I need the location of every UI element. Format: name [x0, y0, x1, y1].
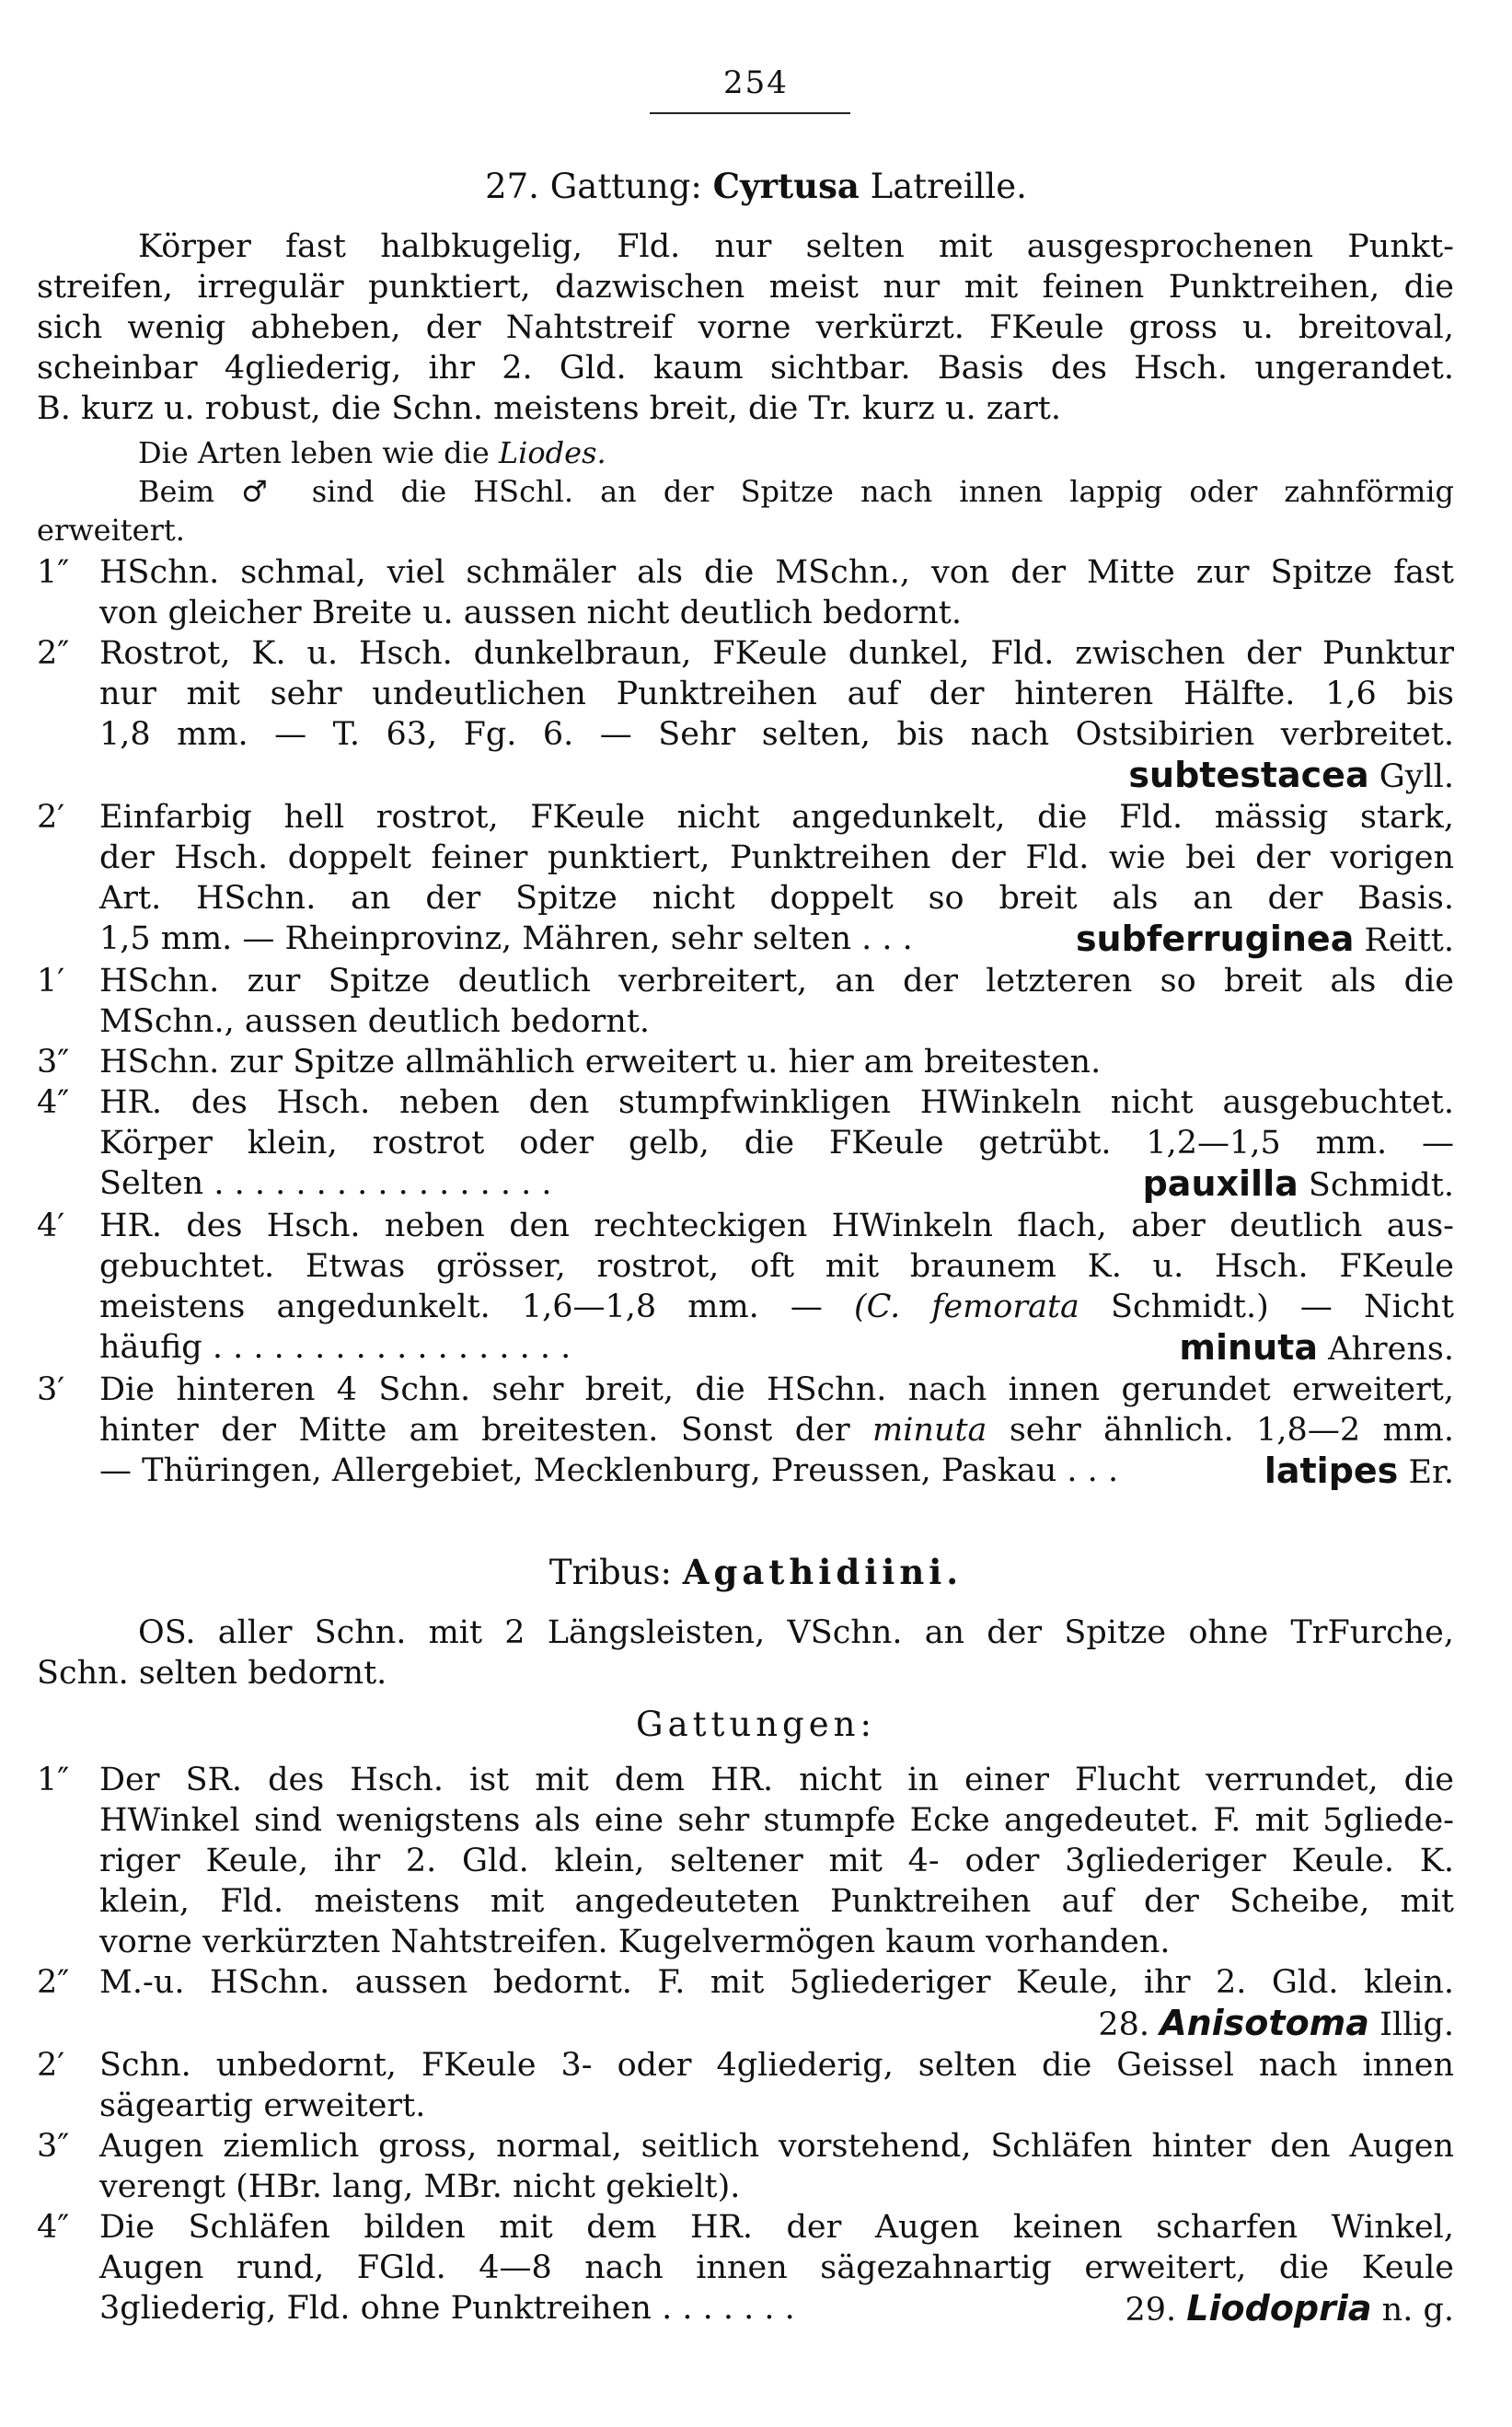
tribus-name: Agathidiini.: [682, 1552, 964, 1592]
note-male-a: Beim: [138, 474, 215, 509]
couplet-text: HWinkel sind wenigstens als eine sehr stumpfe Ecke angedeutet. F. mit 5gliede-: [99, 1802, 1454, 1839]
tribus-heading: [0, 1552, 1512, 1592]
couplet-text: klein, Fld. meistens mit angedeuteten Punktreihen auf der Scheibe, mit: [99, 1883, 1454, 1920]
male-symbol-icon: ♂: [241, 474, 285, 509]
key2-couplet-2pp: [37, 1962, 1454, 2003]
genus-line: [1098, 2003, 1454, 2045]
couplet-number: 4″: [37, 1084, 70, 1121]
couplet-text-part: hinter der Mitte am breitesten. Sonst der: [99, 1412, 850, 1449]
key-couplet-2pp: [37, 633, 1454, 674]
species-line: [1179, 1327, 1454, 1370]
couplet-text: Augen ziemlich gross, normal, seitlich vorstehend, Schläfen hinter den Augen: [99, 2128, 1454, 2165]
species-line: [1143, 1163, 1454, 1206]
couplet-text: Körper klein, rostrot oder gelb, die FKeule getrübt. 1,2—1,5 mm. —: [99, 1125, 1454, 1161]
key-couplet-3pp: [37, 1042, 1101, 1082]
couplet-text: verengt (HBr. lang, MBr. nicht gekielt).: [99, 2168, 741, 2205]
couplet-text-part: Schmidt.) — Nicht: [1111, 1289, 1454, 1325]
key-couplet-4p: [37, 1206, 1454, 1246]
couplet-text: Schn. unbedornt, FKeule 3- oder 4gliederig, selten die Geissel nach innen: [99, 2047, 1454, 2084]
couplet-text: häufig . . . . . . . . . . . . . . . . . .: [99, 1329, 571, 1366]
couplet-text: 1,8 mm. — T. 63, Fg. 6. — Sehr selten, bis nach Ostsibirien verbreitet.: [99, 716, 1454, 753]
key-couplet-3p: [37, 1370, 1454, 1410]
couplet-text: von gleicher Breite u. aussen nicht deutlich bedornt.: [99, 595, 963, 631]
note-male-b: sind die HSchl. an der Spitze nach innen lappig oder zahnförmig: [311, 474, 1455, 509]
key2-couplet-3pp: [37, 2126, 1454, 2167]
species-line: [1264, 1450, 1454, 1493]
synonym-species: femorata: [931, 1289, 1079, 1325]
species-name: latipes: [1264, 1450, 1399, 1491]
key-couplet-2p: [37, 797, 1454, 838]
species-author: Reitt.: [1364, 922, 1454, 959]
couplet-text: gebuchtet. Etwas grösser, rostrot, oft mit braunem K. u. Hsch. FKeule: [99, 1248, 1454, 1285]
genus-name: Anisotoma: [1160, 2003, 1369, 2043]
key-couplet-1pp: [37, 552, 1454, 593]
desc-line: scheinbar 4gliederig, ihr 2. Gld. kaum sichtbar. Basis des Hsch. ungerandet.: [37, 350, 1454, 387]
page-number: 254: [723, 64, 789, 101]
genus-name: Liodopria: [1186, 2288, 1372, 2329]
page-number-rule: [650, 112, 850, 114]
genus-author: n. g.: [1381, 2292, 1454, 2329]
desc-line: Körper fast halbkugelig, Fld. nur selten mit ausgesprochenen Punkt-: [138, 228, 1454, 265]
couplet-number: 1′: [37, 963, 65, 1000]
desc-line: streifen, irregulär punktiert, dazwischen meist nur mit feinen Punktreihen, die: [37, 269, 1454, 306]
couplet-text: Einfarbig hell rostrot, FKeule nicht angedunkelt, die Fld. mässig stark,: [99, 799, 1454, 836]
key2-couplet-1pp: [37, 1760, 1454, 1800]
couplet-text: [99, 1287, 1454, 1327]
couplet-number: 2″: [37, 1964, 70, 2001]
couplet-number: 4′: [37, 1208, 65, 1244]
key2-couplet-2p: [37, 2045, 1454, 2086]
gattungen-heading: Gattungen:: [636, 1705, 876, 1744]
species-author: Gyll.: [1379, 758, 1454, 795]
species-author: Er.: [1408, 1454, 1454, 1491]
couplet-text: Rostrot, K. u. Hsch. dunkelbraun, FKeule dunkel, Fld. zwischen der Punktur: [99, 635, 1454, 672]
genus-author: Illig.: [1379, 2006, 1454, 2043]
couplet-text: vorne verkürzten Nahtstreifen. Kugelvermögen kaum vorhanden.: [99, 1924, 1171, 1960]
couplet-text: nur mit sehr undeutlichen Punktreihen auf der hinteren Hälfte. 1,6 bis: [99, 676, 1454, 712]
couplet-text: 1,5 mm. — Rheinprovinz, Mähren, sehr selten . . .: [99, 920, 913, 957]
couplet-text: — Thüringen, Allergebiet, Mecklenburg, Preussen, Paskau . . .: [99, 1452, 1119, 1489]
species-author: Schmidt.: [1308, 1167, 1454, 1204]
note-male-line2: erweitert.: [37, 513, 185, 548]
couplet-text: Die Schläfen bilden mit dem HR. der Augen keinen scharfen Winkel,: [99, 2209, 1454, 2246]
desc-line: sich wenig abheben, der Nahtstreif vorne verkürzt. FKeule gross u. breitoval,: [37, 309, 1454, 346]
couplet-number: 1″: [37, 1762, 70, 1798]
couplet-text: Selten . . . . . . . . . . . . . . . . .: [99, 1165, 552, 1202]
genus-heading-name: Cyrtusa: [712, 166, 860, 206]
couplet-text: Augen rund, FGld. 4—8 nach innen sägezahnartig erweitert, die Keule: [99, 2249, 1454, 2286]
couplet-number: 1″: [37, 554, 70, 591]
couplet-text: HSchn. schmal, viel schmäler als die MSchn., von der Mitte zur Spitze fast: [99, 554, 1454, 591]
species-name: minuta: [1179, 1327, 1318, 1368]
couplet-text: HSchn. zur Spitze allmählich erweitert u. hier am breitesten.: [99, 1044, 1102, 1081]
tribus-prefix: Tribus:: [548, 1553, 672, 1592]
couplet-text: Art. HSchn. an der Spitze nicht doppelt so breit als an der Basis.: [99, 880, 1454, 917]
couplet-text: [99, 1410, 1454, 1450]
couplet-number: 3″: [37, 1044, 70, 1081]
couplet-text-part: meistens angedunkelt. 1,6—1,8 mm. —: [99, 1289, 823, 1325]
species-name: pauxilla: [1142, 1163, 1298, 1204]
species-line: [1076, 919, 1454, 961]
couplet-text: riger Keule, ihr 2. Gld. klein, seltener mit 4- oder 3gliederiger Keule. K.: [99, 1843, 1454, 1879]
couplet-number: 3″: [37, 2128, 70, 2165]
species-author: Ahrens.: [1328, 1331, 1454, 1368]
key-couplet-1p: [37, 961, 1454, 1001]
species-name: subferruginea: [1075, 919, 1355, 959]
couplet-text: Die hinteren 4 Schn. sehr breit, die HSchn. nach innen gerundet erweitert,: [99, 1371, 1454, 1408]
note-liodes: [138, 433, 606, 473]
genus-number: 29.: [1125, 2292, 1177, 2329]
key-couplet-4pp: [37, 1082, 1454, 1123]
genus-line: [1125, 2288, 1454, 2330]
note-liodes-genus: Liodes.: [498, 435, 606, 470]
desc-line: B. kurz u. robust, die Schn. meistens breit, die Tr. kurz u. zart.: [37, 390, 1061, 427]
note-male-line1: [138, 471, 1454, 512]
genus-heading-prefix: 27. Gattung:: [485, 167, 702, 206]
species-line: [1128, 755, 1454, 797]
couplet-number: 2′: [37, 2047, 65, 2084]
couplet-text: HR. des Hsch. neben den stumpfwinkligen HWinkeln nicht ausgebuchtet.: [99, 1084, 1454, 1121]
couplet-text: 3gliederig, Fld. ohne Punktreihen . . . . . . .: [99, 2290, 795, 2327]
couplet-text-part: sehr ähnlich. 1,8—2 mm.: [1009, 1412, 1454, 1449]
couplet-text: der Hsch. doppelt feiner punktiert, Punktreihen der Fld. wie bei der vorigen: [99, 839, 1454, 876]
synonym-genus: (C.: [854, 1289, 901, 1325]
couplet-text: Der SR. des Hsch. ist mit dem HR. nicht in einer Flucht verrundet, die: [99, 1762, 1454, 1798]
couplet-number: 3′: [37, 1371, 65, 1408]
species-name: subtestacea: [1128, 755, 1369, 795]
key2-couplet-4pp: [37, 2207, 1454, 2248]
couplet-text: HSchn. zur Spitze deutlich verbreitert, an der letzteren so breit als die: [99, 963, 1454, 1000]
note-liodes-text: Die Arten leben wie die: [138, 435, 490, 470]
couplet-text: MSchn., aussen deutlich bedornt.: [99, 1003, 651, 1040]
genus-heading: [0, 166, 1512, 206]
genus-number: 28.: [1098, 2006, 1150, 2043]
couplet-text: HR. des Hsch. neben den rechteckigen HWinkeln flach, aber deutlich aus-: [99, 1208, 1454, 1244]
tribus-desc-line: OS. aller Schn. mit 2 Längsleisten, VSchn. an der Spitze ohne TrFurche,: [138, 1614, 1454, 1651]
couplet-number: 4″: [37, 2209, 70, 2246]
genus-heading-author: Latreille.: [870, 167, 1027, 206]
couplet-number: 2″: [37, 635, 70, 672]
tribus-desc-line: Schn. selten bedornt.: [37, 1655, 387, 1692]
couplet-text: sägeartig erweitert.: [99, 2087, 426, 2124]
couplet-text: M.-u. HSchn. aussen bedornt. F. mit 5gliederiger Keule, ihr 2. Gld. klein.: [99, 1964, 1454, 2001]
species-reference: minuta: [872, 1412, 987, 1449]
couplet-number: 2′: [37, 799, 65, 836]
